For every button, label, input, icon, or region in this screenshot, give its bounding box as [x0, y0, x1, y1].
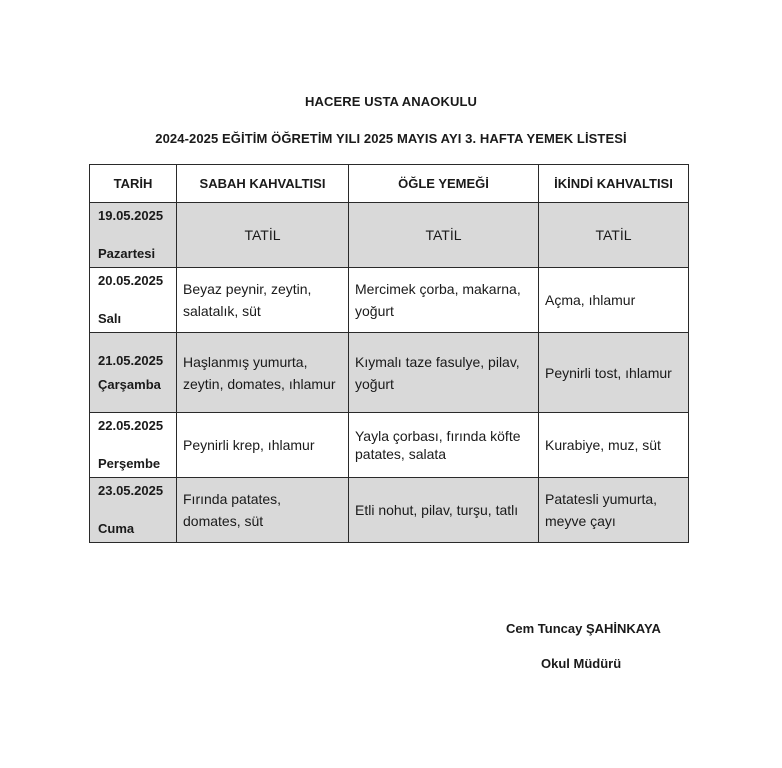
table-row [90, 268, 689, 333]
morning-meal-cell: Peynirli krep, ıhlamur [177, 413, 349, 478]
table-header-row [90, 165, 689, 203]
table-row [90, 333, 689, 413]
day-name: Cuma [98, 521, 135, 536]
lunch-meal-cell: Mercimek çorba, makarna, yoğurt [349, 268, 539, 333]
column-header-afternoon: İKİNDİ KAHVALTISI [539, 165, 689, 203]
day-name: Çarşamba [98, 377, 161, 392]
date-cell [90, 478, 177, 543]
table-row [90, 413, 689, 478]
date-value: 22.05.2025 [98, 418, 164, 433]
morning-meal-cell: Beyaz peynir, zeytin, salatalık, süt [177, 268, 349, 333]
date-value: 19.05.2025 [98, 208, 164, 223]
morning-meal-cell: Haşlanmış yumurta, zeytin, domates, ıhlamur [177, 333, 349, 413]
date-value: 23.05.2025 [98, 483, 164, 498]
date-cell [90, 268, 177, 333]
lunch-meal-cell: TATİL [349, 203, 539, 268]
column-header-date: TARİH [90, 165, 177, 203]
lunch-meal-cell: Yayla çorbası, fırında köfte patates, salata [349, 413, 539, 478]
afternoon-meal-cell: Açma, ıhlamur [539, 268, 689, 333]
weekly-menu-table [89, 164, 689, 543]
day-name: Perşembe [98, 456, 161, 471]
date-cell [90, 203, 177, 268]
morning-meal-cell: TATİL [177, 203, 349, 268]
date-value: 21.05.2025 [98, 353, 164, 368]
afternoon-meal-cell: TATİL [539, 203, 689, 268]
afternoon-meal-cell: Patatesli yumurta, meyve çayı [539, 478, 689, 543]
date-cell [90, 413, 177, 478]
day-name: Pazartesi [98, 246, 156, 261]
afternoon-meal-cell: Peynirli tost, ıhlamur [539, 333, 689, 413]
date-cell [90, 333, 177, 413]
column-header-lunch: ÖĞLE YEMEĞİ [349, 165, 539, 203]
afternoon-meal-cell: Kurabiye, muz, süt [539, 413, 689, 478]
date-value: 20.05.2025 [98, 273, 164, 288]
menu-list-title: 2024-2025 EĞİTİM ÖĞRETİM YILI 2025 MAYIS AYI 3. HAFTA YEMEK LİSTESİ [155, 131, 627, 146]
morning-meal-cell: Fırında patates, domates, süt [177, 478, 349, 543]
lunch-meal-cell: Etli nohut, pilav, turşu, tatlı [349, 478, 539, 543]
day-name: Salı [98, 311, 122, 326]
table-row [90, 478, 689, 543]
signer-title: Okul Müdürü [541, 656, 622, 671]
school-name: HACERE USTA ANAOKULU [305, 94, 477, 109]
signer-name: Cem Tuncay ŞAHİNKAYA [506, 621, 661, 636]
column-header-morning: SABAH KAHVALTISI [177, 165, 349, 203]
lunch-meal-cell: Kıymalı taze fasulye, pilav, yoğurt [349, 333, 539, 413]
table-row [90, 203, 689, 268]
